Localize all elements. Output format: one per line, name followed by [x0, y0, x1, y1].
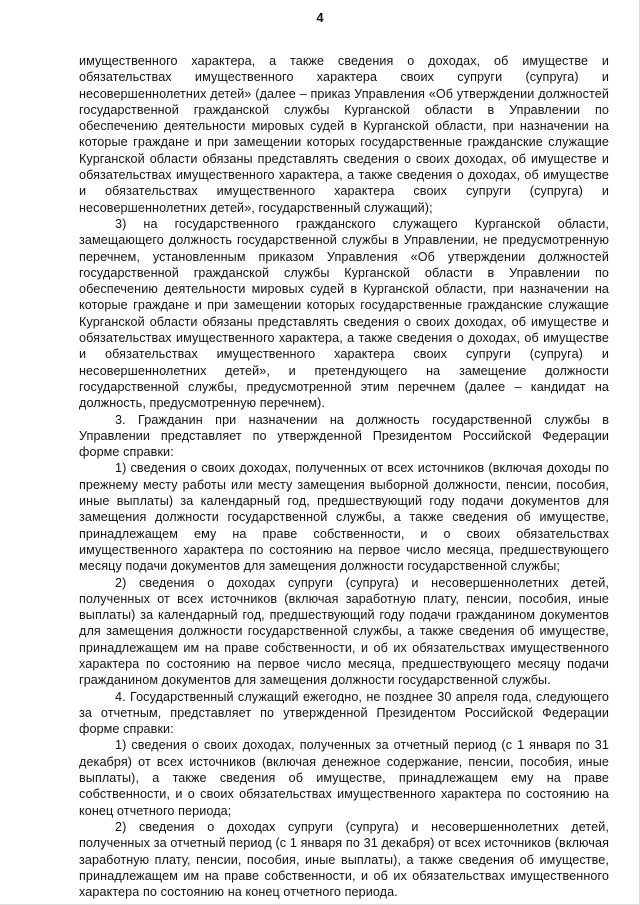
document-body	[79, 53, 609, 900]
paragraph: 1) сведения о своих доходах, полученных от всех источников (включая доходы по прежнему месту работы или месту замещения выборной должности, пенсии, пособия, иные выплаты) за календарный год, предшествующий году подачи документов для замещения должности государственной службы, а также сведения об имуществе, принадлежащем ему на праве собственности, и о своих обязательствах имущественного характера по состоянию на первое число месяца, предшествующего месяцу подачи документов для замещения должности государственной службы;	[79, 461, 609, 574]
paragraph: 3) на государственного гражданского служащего Курганской области, замещающего должность государственной службы в Управлении, не предусмотренную перечнем, установленным приказом Управления «Об утверждении должностей государственной гражданской службы Курганской области в Управлении по обеспечению деятельности мировых судей в Курганской области, при назначении на которые граждане и при замещении которых государственные гражданские служащие Курганской области обязаны представлять сведения о своих доходах, об имуществе и обязательствах имущественного характера, а также сведения о доходах, об имуществе и обязательствах имущественного характера своих супруги (супруга) и несовершеннолетних детей», и претендующего на замещение должности государственной службы, предусмотренной этим перечнем (далее – кандидат на должность, предусмотренную перечнем).	[79, 216, 609, 411]
paragraph: 2) сведения о доходах супруги (супруга) и несовершеннолетних детей, полученных за отчетный период (с 1 января по 31 декабря) от всех источников (включая заработную плату, пенсии, пособия, иные выплаты), а также сведения об имуществе, принадлежащем им на праве собственности, и об их обязательствах имущественного характера по состоянию на конец отчетного периода.	[79, 819, 609, 900]
paragraph: 2) сведения о доходах супруги (супруга) и несовершеннолетних детей, полученных от всех источников (включая заработную плату, пенсии, пособия, иные выплаты) за календарный год, предшествующий году подачи гражданином документов для замещения должности государственной службы, а также сведения об имуществе, принадлежащем им на праве собственности, и об их обязательствах имущественного характера по состоянию на первое число месяца, предшествующего месяцу подачи гражданином документов для замещения должности государственной службы.	[79, 575, 609, 688]
paragraph: 4. Государственный служащий ежегодно, не позднее 30 апреля года, следующего за отчетным, представляет по утвержденной Президентом Российской Федерации форме справки:	[79, 689, 609, 737]
paragraph: 1) сведения о своих доходах, полученных за отчетный период (с 1 января по 31 декабря) от всех источников (включая денежное содержание, пенсии, пособия, иные выплаты), а также сведения об имуществе, принадлежащем ему на праве собственности, и о своих обязательствах имущественного характера по состоянию на конец отчетного периода;	[79, 738, 609, 818]
page-number: 4	[316, 10, 324, 25]
paragraph: имущественного характера, а также сведения о доходах, об имуществе и обязательствах имущественного характера своих супруги (супруга) и несовершеннолетних детей» (далее – приказ Управления «Об утверждении должностей государственной гражданской службы Курганской области в Управлении по обеспечению деятельности мировых судей в Курганской области, при назначении на которые граждане и при замещении которых государственные гражданские служащие Курганской области обязаны представлять сведения о своих доходах, об имуществе и обязательствах имущественного характера, а также сведения о доходах, об имуществе и обязательствах имущественного характера своих супруги (супруга) и несовершеннолетних детей», государственный служащий);	[79, 54, 609, 215]
paragraph: 3. Гражданин при назначении на должность государственной службы в Управлении представляет по утвержденной Президентом Российской Федерации форме справки:	[79, 412, 609, 460]
